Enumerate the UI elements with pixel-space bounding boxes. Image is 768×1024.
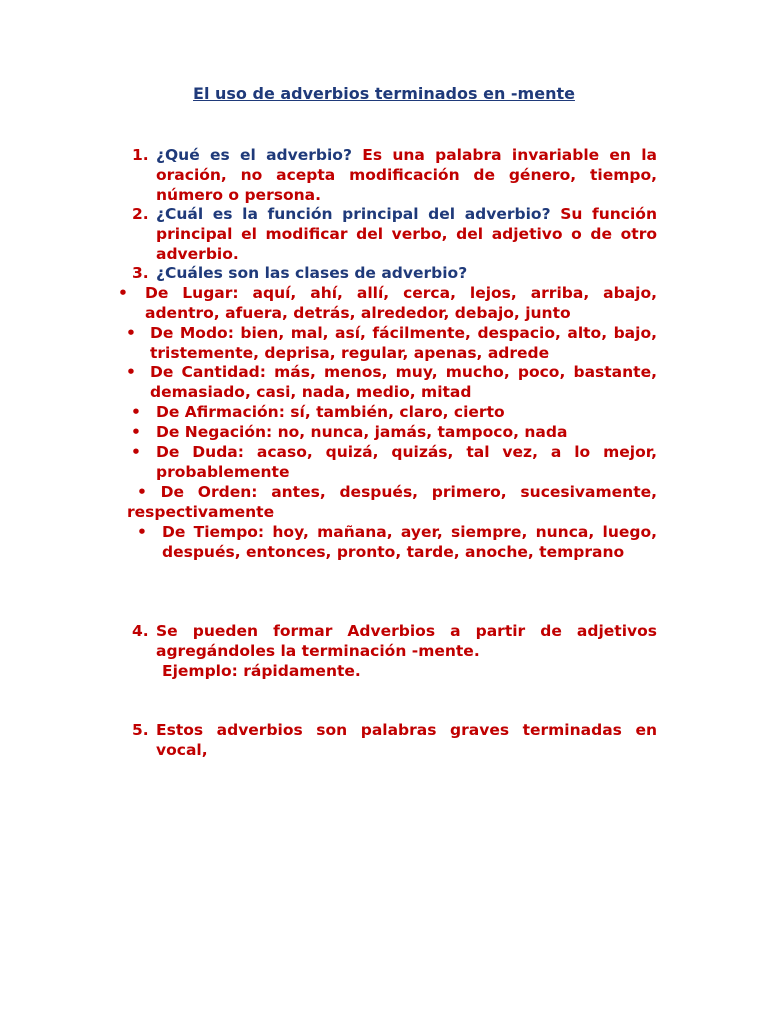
document-title: El uso de adverbios terminados en -mente <box>193 84 575 103</box>
question-text: ¿Qué es el adverbio? <box>156 146 352 164</box>
bullet-icon: • <box>126 363 136 381</box>
item-number: 4. <box>132 622 149 640</box>
bullet-item-tiempo: De Tiempo: hoy, mañana, ayer, siempre, nunca, luego, después, entonces, pronto, tarde, anoche, temprano <box>162 523 657 561</box>
item-4-text: Se pueden formar Adverbios a partir de adjetivos agregándoles la terminación -mente. <box>156 622 657 660</box>
bullet-icon: • <box>137 483 147 501</box>
bullet-item-duda: De Duda: acaso, quizá, quizás, tal vez, a lo mejor, probablemente <box>156 443 657 481</box>
bullet-icon: • <box>131 403 141 421</box>
bullet-icon: • <box>126 324 136 342</box>
bullet-item-orden-text: De Orden: antes, después, primero, sucesivamente, respectivamente <box>127 483 657 521</box>
list-item-2 <box>132 204 657 264</box>
item-5-text: Estos adverbios son palabras graves terminadas en vocal, <box>156 721 657 759</box>
question-text: ¿Cuáles son las clases de adverbio? <box>156 264 468 282</box>
bullet-icon: • <box>118 284 128 302</box>
list-item-4 <box>132 621 657 681</box>
bullet-item-orden <box>127 482 657 522</box>
bullet-item-negacion: De Negación: no, nunca, jamás, tampoco, nada <box>156 423 568 441</box>
list-item-5 <box>132 720 657 760</box>
bullet-icon: • <box>131 443 141 461</box>
bullet-item-cantidad: De Cantidad: más, menos, muy, mucho, poco, bastante, demasiado, casi, nada, medio, mitad <box>150 363 657 401</box>
question-text: ¿Cuál es la función principal del adverbio? <box>156 205 551 223</box>
answer-text: Su función principal el modificar del verbo, del adjetivo o de otro adverbio. <box>156 205 657 263</box>
bullet-icon: • <box>131 423 141 441</box>
item-4-example: Ejemplo: rápidamente. <box>162 662 361 680</box>
item-number: 5. <box>132 721 149 739</box>
bullet-item-modo: De Modo: bien, mal, así, fácilmente, despacio, alto, bajo, tristemente, deprisa, regular, apenas, adrede <box>150 324 657 362</box>
answer-text: Es una palabra invariable en la oración, no acepta modificación de género, tiempo, número o persona. <box>156 146 658 204</box>
item-number: 1. <box>132 146 149 164</box>
item-number: 3. <box>132 264 149 282</box>
item-number: 2. <box>132 205 149 223</box>
list-item-3 <box>132 263 657 283</box>
bullet-item-afirmacion: De Afirmación: sí, también, claro, cierto <box>156 403 505 421</box>
bullet-icon: • <box>137 523 147 541</box>
bullet-item-lugar: De Lugar: aquí, ahí, allí, cerca, lejos, arriba, abajo, adentro, afuera, detrás, alrededor, debajo, junto <box>145 284 657 322</box>
list-item-1 <box>132 145 658 205</box>
